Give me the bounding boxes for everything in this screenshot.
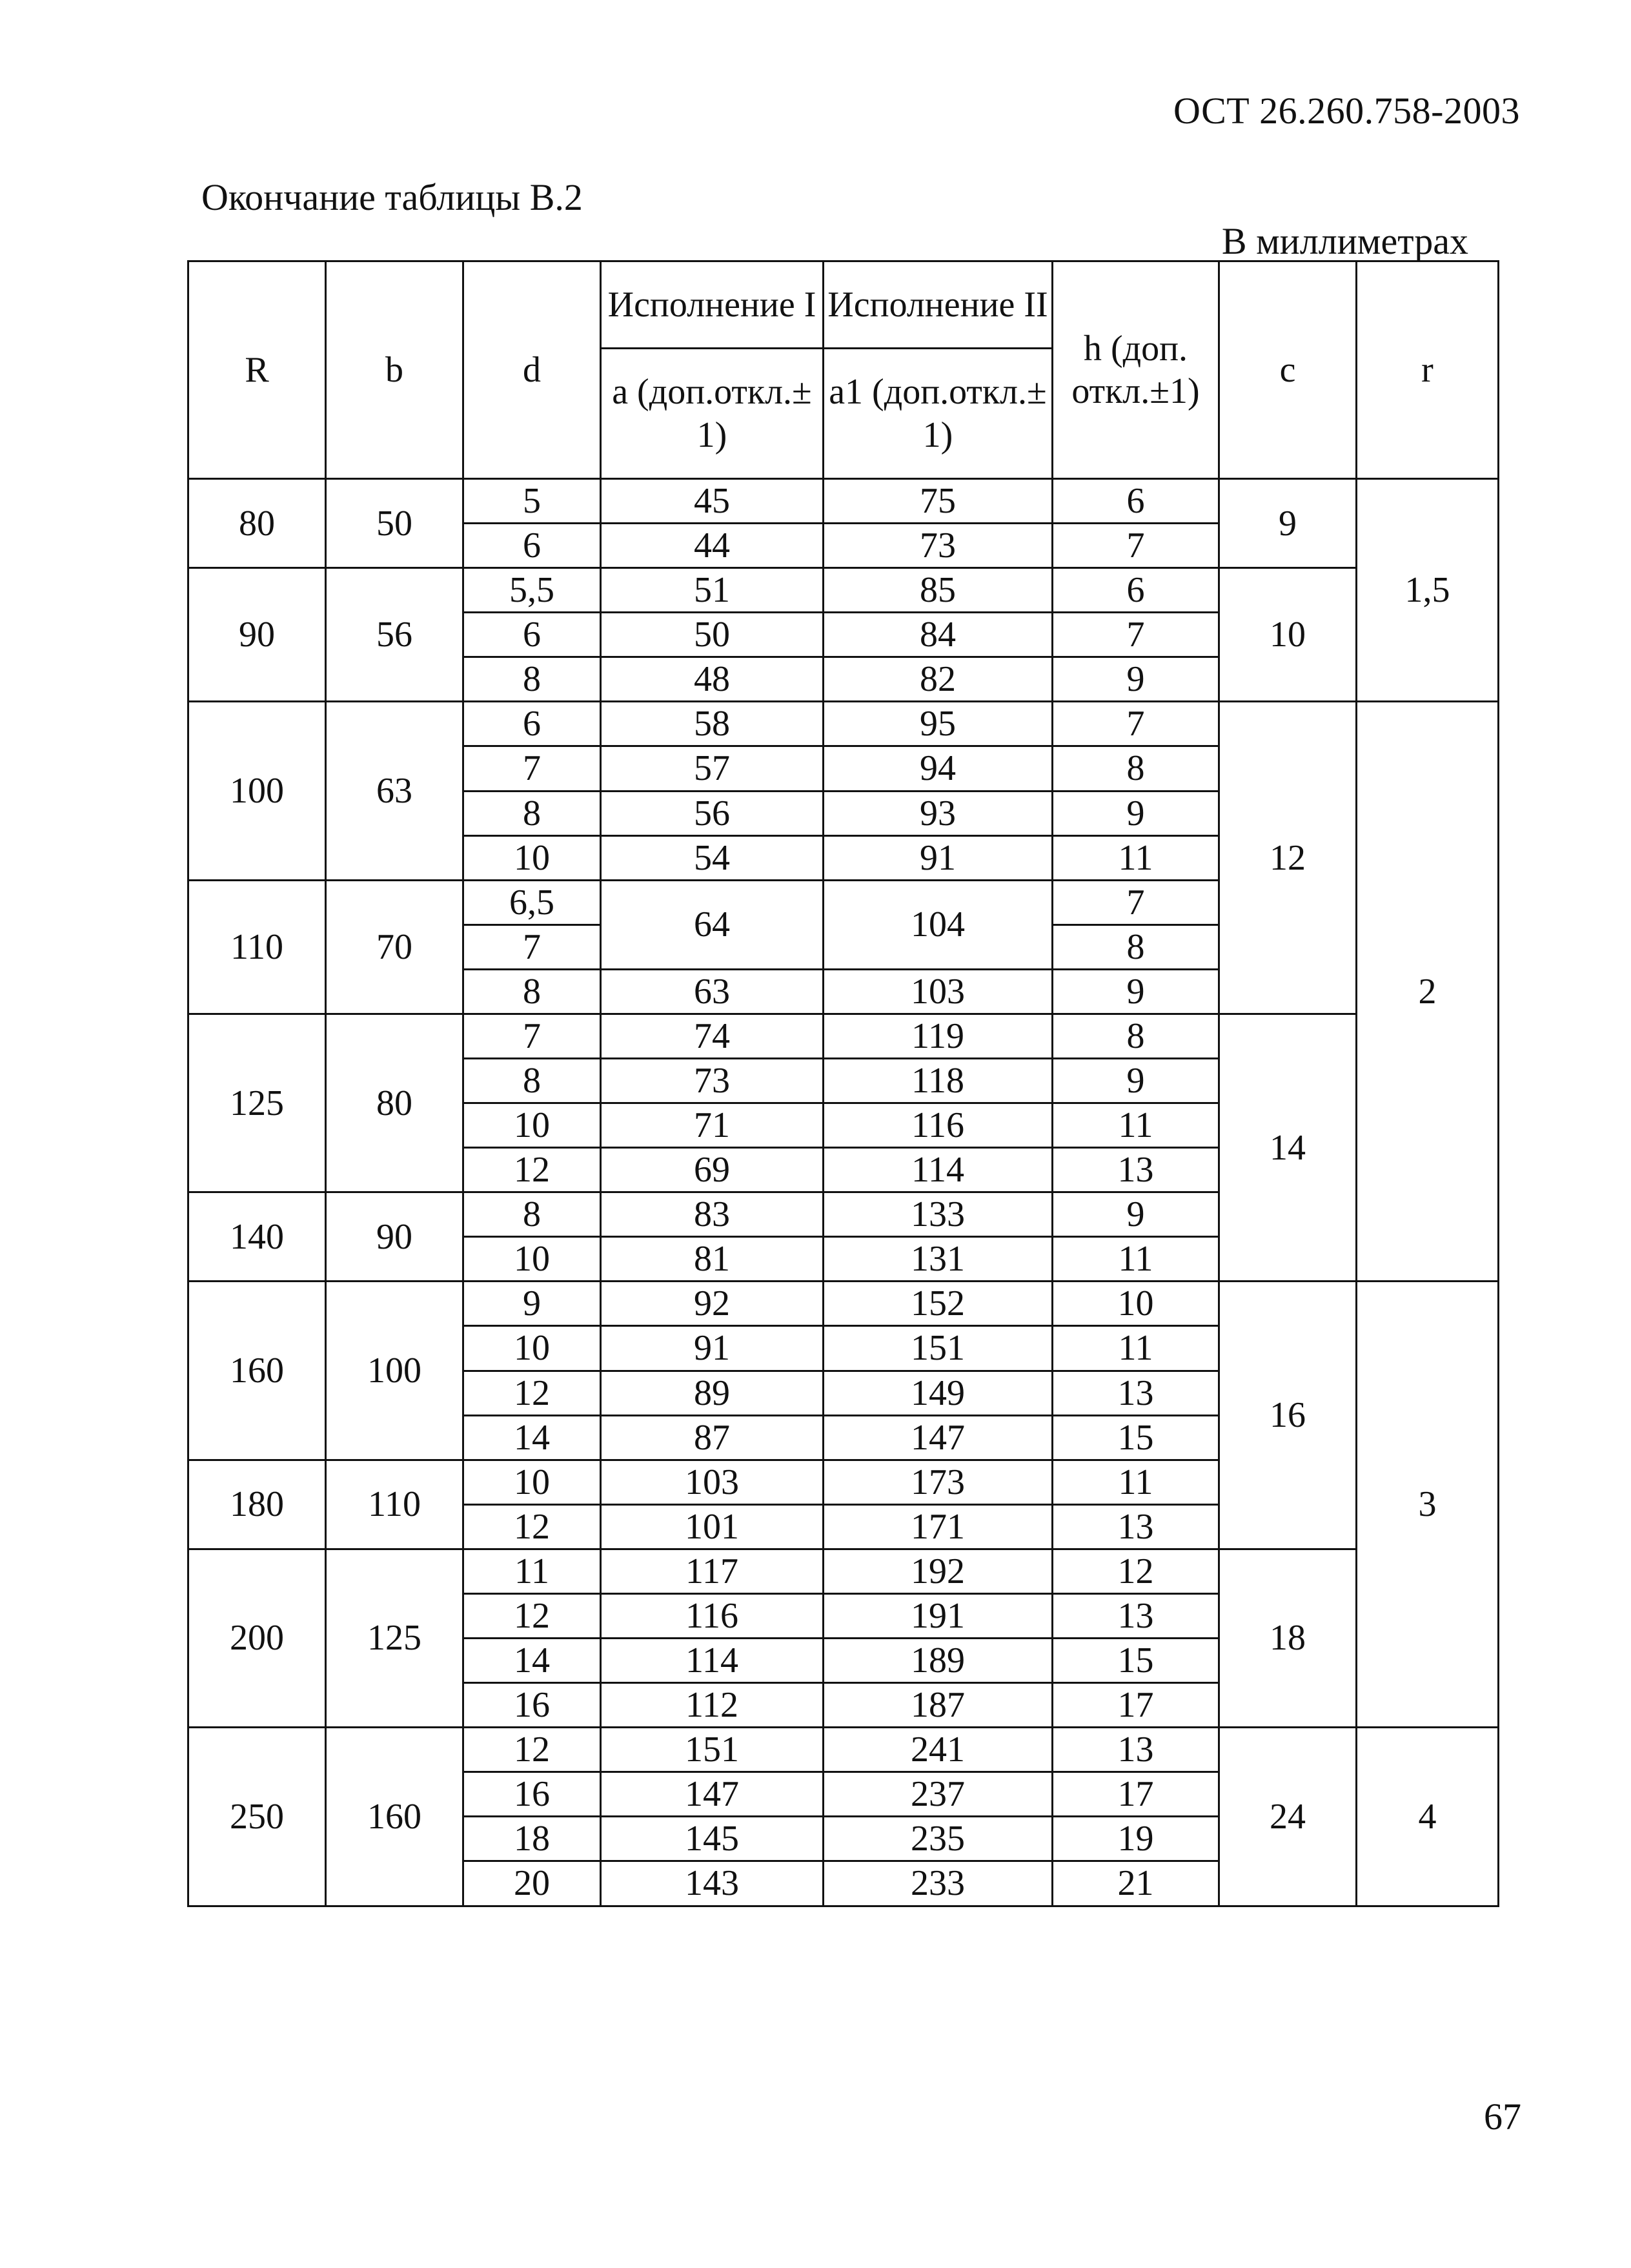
cell-d: 10: [463, 1237, 601, 1282]
cell-h: 9: [1053, 969, 1219, 1014]
header-h: h (доп. откл.±1): [1053, 261, 1219, 479]
cell-d: 7: [463, 746, 601, 791]
cell-b: 100: [326, 1282, 463, 1460]
cell-h: 11: [1053, 1103, 1219, 1148]
cell-a1: 85: [824, 568, 1053, 613]
cell-d: 10: [463, 1103, 601, 1148]
cell-a: 63: [601, 969, 824, 1014]
cell-c: 10: [1219, 568, 1357, 702]
cell-a: 112: [601, 1683, 824, 1728]
cell-h: 13: [1053, 1371, 1219, 1415]
cell-b: 50: [326, 479, 463, 568]
cell-d: 18: [463, 1817, 601, 1861]
cell-R: 160: [188, 1282, 326, 1460]
cell-a1: 91: [824, 835, 1053, 880]
cell-a: 101: [601, 1504, 824, 1549]
cell-h: 7: [1053, 880, 1219, 925]
cell-d: 12: [463, 1593, 601, 1638]
cell-a1: 114: [824, 1148, 1053, 1192]
cell-r: 3: [1357, 1282, 1499, 1728]
cell-a: 91: [601, 1326, 824, 1371]
cell-a: 51: [601, 568, 824, 613]
cell-c: 12: [1219, 702, 1357, 1014]
cell-a1: 75: [824, 479, 1053, 524]
cell-b: 63: [326, 702, 463, 880]
cell-a1: 191: [824, 1593, 1053, 1638]
cell-a: 44: [601, 524, 824, 568]
cell-a1: 94: [824, 746, 1053, 791]
cell-a: 45: [601, 479, 824, 524]
cell-d: 8: [463, 1192, 601, 1237]
cell-d: 11: [463, 1549, 601, 1593]
cell-a1: 95: [824, 702, 1053, 746]
cell-a: 54: [601, 835, 824, 880]
cell-d: 10: [463, 1326, 601, 1371]
table-row: [188, 1014, 1499, 1058]
cell-h: 13: [1053, 1593, 1219, 1638]
header-c: c: [1219, 261, 1357, 479]
cell-a1: 149: [824, 1371, 1053, 1415]
cell-b: 160: [326, 1728, 463, 1906]
cell-a1: 104: [824, 880, 1053, 969]
cell-d: 5,5: [463, 568, 601, 613]
cell-b: 70: [326, 880, 463, 1014]
header-a1: a1 (доп.откл.± 1): [824, 349, 1053, 479]
cell-a1: 103: [824, 969, 1053, 1014]
cell-d: 12: [463, 1728, 601, 1772]
cell-a1: 235: [824, 1817, 1053, 1861]
cell-h: 9: [1053, 1192, 1219, 1237]
header-ispolnenie-2: Исполнение II: [824, 261, 1053, 349]
cell-a1: 131: [824, 1237, 1053, 1282]
cell-h: 15: [1053, 1639, 1219, 1683]
header-ispolnenie-1: Исполнение I: [601, 261, 824, 349]
cell-h: 8: [1053, 925, 1219, 969]
cell-b: 110: [326, 1460, 463, 1549]
cell-a1: 119: [824, 1014, 1053, 1058]
header-b: b: [326, 261, 463, 479]
table-row: [188, 479, 1499, 524]
cell-a: 71: [601, 1103, 824, 1148]
cell-h: 11: [1053, 835, 1219, 880]
cell-h: 10: [1053, 1282, 1219, 1326]
cell-h: 11: [1053, 1460, 1219, 1504]
cell-a1: 241: [824, 1728, 1053, 1772]
cell-R: 90: [188, 568, 326, 702]
cell-a1: 116: [824, 1103, 1053, 1148]
cell-d: 6: [463, 524, 601, 568]
dimensions-table: [187, 260, 1499, 1907]
cell-c: 16: [1219, 1282, 1357, 1549]
units-note: В миллиметрах: [1221, 220, 1468, 262]
cell-b: 90: [326, 1192, 463, 1282]
cell-R: 80: [188, 479, 326, 568]
cell-a1: 82: [824, 657, 1053, 702]
cell-a: 87: [601, 1415, 824, 1460]
cell-h: 9: [1053, 1059, 1219, 1103]
cell-a: 64: [601, 880, 824, 969]
cell-a: 83: [601, 1192, 824, 1237]
cell-a1: 118: [824, 1059, 1053, 1103]
cell-h: 11: [1053, 1237, 1219, 1282]
cell-h: 13: [1053, 1148, 1219, 1192]
cell-d: 6,5: [463, 880, 601, 925]
cell-h: 19: [1053, 1817, 1219, 1861]
cell-c: 9: [1219, 479, 1357, 568]
cell-b: 56: [326, 568, 463, 702]
cell-a: 92: [601, 1282, 824, 1326]
cell-a: 74: [601, 1014, 824, 1058]
cell-d: 10: [463, 835, 601, 880]
cell-h: 11: [1053, 1326, 1219, 1371]
table-row: [188, 702, 1499, 746]
cell-d: 8: [463, 657, 601, 702]
cell-a1: 133: [824, 1192, 1053, 1237]
cell-a: 56: [601, 791, 824, 835]
cell-a: 143: [601, 1861, 824, 1906]
cell-a1: 192: [824, 1549, 1053, 1593]
cell-d: 14: [463, 1639, 601, 1683]
cell-h: 8: [1053, 746, 1219, 791]
cell-d: 16: [463, 1772, 601, 1817]
cell-h: 17: [1053, 1683, 1219, 1728]
cell-d: 6: [463, 613, 601, 657]
cell-a1: 84: [824, 613, 1053, 657]
cell-a1: 152: [824, 1282, 1053, 1326]
table-row: [188, 1282, 1499, 1326]
cell-R: 110: [188, 880, 326, 1014]
cell-R: 125: [188, 1014, 326, 1192]
cell-d: 8: [463, 1059, 601, 1103]
cell-b: 125: [326, 1549, 463, 1727]
cell-h: 8: [1053, 1014, 1219, 1058]
cell-R: 100: [188, 702, 326, 880]
cell-a: 81: [601, 1237, 824, 1282]
table-row: [188, 1728, 1499, 1772]
cell-a: 116: [601, 1593, 824, 1638]
cell-h: 9: [1053, 791, 1219, 835]
cell-a: 117: [601, 1549, 824, 1593]
cell-h: 13: [1053, 1504, 1219, 1549]
cell-a: 89: [601, 1371, 824, 1415]
cell-d: 5: [463, 479, 601, 524]
cell-R: 200: [188, 1549, 326, 1727]
header-r: r: [1357, 261, 1499, 479]
cell-d: 8: [463, 791, 601, 835]
cell-r: 2: [1357, 702, 1499, 1282]
table-caption: Окончание таблицы В.2: [201, 176, 583, 218]
cell-a1: 233: [824, 1861, 1053, 1906]
header-d: d: [463, 261, 601, 479]
cell-h: 7: [1053, 524, 1219, 568]
cell-r: 4: [1357, 1728, 1499, 1906]
cell-c: 18: [1219, 1549, 1357, 1727]
cell-h: 12: [1053, 1549, 1219, 1593]
cell-h: 17: [1053, 1772, 1219, 1817]
cell-a1: 73: [824, 524, 1053, 568]
cell-h: 6: [1053, 479, 1219, 524]
cell-h: 7: [1053, 613, 1219, 657]
table-row: [188, 568, 1499, 613]
cell-R: 250: [188, 1728, 326, 1906]
cell-c: 14: [1219, 1014, 1357, 1281]
cell-d: 16: [463, 1683, 601, 1728]
cell-d: 12: [463, 1148, 601, 1192]
table-row: [188, 1549, 1499, 1593]
cell-a: 147: [601, 1772, 824, 1817]
page-number: 67: [1484, 2096, 1521, 2138]
header-a: a (доп.откл.± 1): [601, 349, 824, 479]
cell-a: 114: [601, 1639, 824, 1683]
cell-h: 15: [1053, 1415, 1219, 1460]
cell-R: 140: [188, 1192, 326, 1282]
cell-d: 7: [463, 925, 601, 969]
cell-a: 151: [601, 1728, 824, 1772]
cell-R: 180: [188, 1460, 326, 1549]
cell-a: 103: [601, 1460, 824, 1504]
cell-d: 9: [463, 1282, 601, 1326]
cell-a1: 93: [824, 791, 1053, 835]
cell-h: 21: [1053, 1861, 1219, 1906]
cell-a: 145: [601, 1817, 824, 1861]
cell-h: 7: [1053, 702, 1219, 746]
cell-a1: 189: [824, 1639, 1053, 1683]
cell-a1: 237: [824, 1772, 1053, 1817]
cell-a1: 171: [824, 1504, 1053, 1549]
document-code: ОСТ 26.260.758-2003: [1173, 90, 1520, 132]
header-R: R: [188, 261, 326, 479]
cell-d: 12: [463, 1504, 601, 1549]
cell-h: 13: [1053, 1728, 1219, 1772]
cell-d: 20: [463, 1861, 601, 1906]
cell-d: 7: [463, 1014, 601, 1058]
cell-a1: 173: [824, 1460, 1053, 1504]
cell-a1: 187: [824, 1683, 1053, 1728]
cell-a1: 147: [824, 1415, 1053, 1460]
cell-a: 73: [601, 1059, 824, 1103]
cell-a: 48: [601, 657, 824, 702]
cell-d: 6: [463, 702, 601, 746]
cell-d: 8: [463, 969, 601, 1014]
cell-h: 6: [1053, 568, 1219, 613]
cell-r: 1,5: [1357, 479, 1499, 702]
cell-a: 57: [601, 746, 824, 791]
cell-a: 69: [601, 1148, 824, 1192]
cell-a: 50: [601, 613, 824, 657]
cell-d: 14: [463, 1415, 601, 1460]
cell-d: 12: [463, 1371, 601, 1415]
cell-a: 58: [601, 702, 824, 746]
cell-c: 24: [1219, 1728, 1357, 1906]
cell-b: 80: [326, 1014, 463, 1192]
cell-h: 9: [1053, 657, 1219, 702]
cell-a1: 151: [824, 1326, 1053, 1371]
cell-d: 10: [463, 1460, 601, 1504]
